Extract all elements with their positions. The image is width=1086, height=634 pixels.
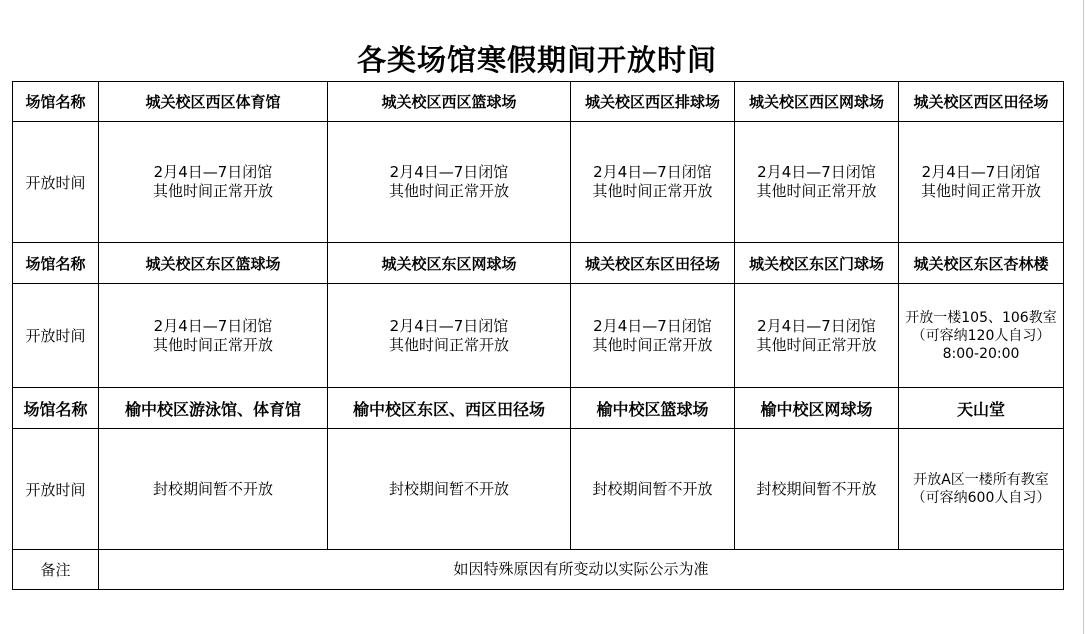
opening-hours-cell: [99, 284, 328, 388]
opening-hours-cell: [735, 122, 899, 243]
hours-line: （可容纳120人自习）: [911, 327, 1051, 344]
hours-line: 开放一楼105、106教室: [905, 309, 1057, 326]
venue-name-row: [13, 243, 1064, 284]
venue-name-cell: 榆中校区网球场: [735, 388, 899, 429]
opening-hours-cell: [99, 429, 328, 550]
venue-name-cell: 城关校区西区体育馆: [99, 82, 328, 122]
opening-hours-cell: [571, 122, 735, 243]
venue-name-cell: 榆中校区篮球场: [571, 388, 735, 429]
hours-line: 其他时间正常开放: [388, 335, 509, 354]
remarks-text: 如因特殊原因有所变动以实际公示为准: [99, 550, 1064, 590]
opening-hours-cell: [571, 429, 735, 550]
hours-line: 其他时间正常开放: [152, 182, 273, 200]
opening-hours-cell: [899, 122, 1064, 243]
hours-line: 封校期间暂不开放: [592, 479, 713, 498]
hours-line: 2月4日—7日闭馆: [593, 316, 712, 335]
venue-name-row: [13, 82, 1064, 122]
opening-hours-row: [13, 122, 1064, 243]
hours-line: 2月4日—7日闭馆: [757, 163, 876, 181]
row-label-venue-name: 场馆名称: [13, 243, 99, 284]
hours-line: 开放A区一楼所有教室: [913, 472, 1049, 488]
venue-name-cell: 天山堂: [899, 388, 1064, 429]
venue-name-row: [13, 388, 1064, 429]
hours-line: （可容纳600人自习）: [911, 490, 1051, 506]
hours-line: 8:00-20:00: [942, 345, 1020, 362]
hours-line: 2月4日—7日闭馆: [153, 163, 273, 181]
hours-line: 2月4日—7日闭馆: [921, 163, 1041, 181]
hours-line: 封校期间暂不开放: [152, 479, 273, 498]
opening-hours-cell: [571, 284, 735, 388]
venue-name-cell: 城关校区西区篮球场: [328, 82, 571, 122]
hours-line: 其他时间正常开放: [920, 182, 1041, 200]
venue-name-cell: 城关校区东区田径场: [571, 243, 735, 284]
row-label-remarks: 备注: [13, 550, 99, 590]
hours-line: 2月4日—7日闭馆: [757, 316, 876, 335]
opening-hours-cell: [99, 122, 328, 243]
page-edge-line: [1083, 0, 1084, 634]
opening-hours-cell: [328, 429, 571, 550]
hours-line: 2月4日—7日闭馆: [389, 316, 509, 335]
venue-name-cell: 城关校区东区杏林楼: [899, 243, 1064, 284]
venue-name-cell: 榆中校区游泳馆、体育馆: [99, 388, 328, 429]
row-label-opening-hours: 开放时间: [13, 122, 99, 243]
opening-hours-cell: [735, 284, 899, 388]
hours-line: 其他时间正常开放: [756, 335, 877, 354]
venue-name-cell: 城关校区东区网球场: [328, 243, 571, 284]
hours-line: 其他时间正常开放: [756, 182, 877, 200]
venue-name-cell: 榆中校区东区、西区田径场: [328, 388, 571, 429]
opening-hours-cell: [735, 429, 899, 550]
row-label-opening-hours: 开放时间: [13, 429, 99, 550]
opening-hours-cell: [328, 122, 571, 243]
venue-name-cell: 城关校区西区排球场: [571, 82, 735, 122]
opening-hours-cell: [328, 284, 571, 388]
opening-hours-row: [13, 429, 1064, 550]
hours-line: 封校期间暂不开放: [388, 479, 509, 498]
row-label-opening-hours: 开放时间: [13, 284, 99, 388]
hours-line: 其他时间正常开放: [592, 335, 713, 354]
hours-line: 2月4日—7日闭馆: [153, 316, 273, 335]
remarks-row: [13, 550, 1064, 590]
hours-line: 2月4日—7日闭馆: [389, 163, 509, 181]
page-title: 各类场馆寒假期间开放时间: [356, 43, 717, 77]
opening-hours-cell: [899, 284, 1064, 388]
hours-line: 封校期间暂不开放: [756, 479, 877, 498]
opening-hours-cell: [899, 429, 1064, 550]
venue-name-cell: 城关校区东区篮球场: [99, 243, 328, 284]
opening-hours-row: [13, 284, 1064, 388]
venue-schedule-table: [12, 81, 1064, 590]
venue-name-cell: 城关校区东区门球场: [735, 243, 899, 284]
hours-line: 2月4日—7日闭馆: [593, 163, 712, 181]
hours-line: 其他时间正常开放: [592, 182, 713, 200]
hours-line: 其他时间正常开放: [152, 335, 273, 354]
hours-line: 其他时间正常开放: [388, 182, 509, 200]
venue-name-cell: 城关校区西区田径场: [899, 82, 1064, 122]
row-label-venue-name: 场馆名称: [13, 388, 99, 429]
row-label-venue-name: 场馆名称: [13, 82, 99, 122]
venue-name-cell: 城关校区西区网球场: [735, 82, 899, 122]
